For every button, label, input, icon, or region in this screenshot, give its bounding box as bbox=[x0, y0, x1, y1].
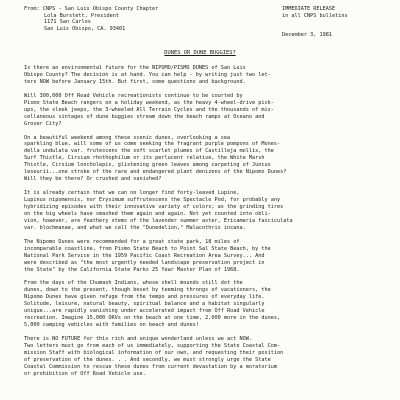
body-line: var. blochmanae, and what we call the "Dunedelion," Malacothrix incana. bbox=[24, 224, 246, 231]
body-line: Will 300,000 Off Road Vehicle recreationists continue to be courted by bbox=[24, 92, 243, 99]
body-line: or prohibition of Off Road Vehicle use. bbox=[24, 370, 146, 377]
body-line: cellaneous vintages of dune buggies stream down the beach ramps at Oceano and bbox=[24, 113, 265, 120]
body-line: ups, the sleek jeeps, the 3-wheeled All Terrain Cycles and the thousands of mis- bbox=[24, 106, 274, 113]
body-line: incomparable coastline, from Pismo State Beach to Point Sal State Beach, by the bbox=[24, 245, 271, 252]
document-date: December 3, 1981 bbox=[282, 32, 332, 38]
blank-line bbox=[24, 183, 376, 190]
body-line: dunes, down to the present, though beset by teeming throngs of vacationers, the bbox=[24, 287, 271, 294]
body-line: Thistle, Cirsium loncholepis, glistening green leaves among carpeting of Juncus bbox=[24, 162, 271, 169]
sender-line: Lola Burstett, President bbox=[44, 12, 119, 19]
body-line: Obispo County? The decision is at hand. You can help - by writing just two let- bbox=[24, 71, 271, 78]
sender-line: 1171 San Carlos bbox=[44, 19, 91, 26]
body-line: sparkling blue, will some of us come seeking the fragrant purple pompons of Mones- bbox=[24, 141, 281, 148]
body-line: Coastal Commission to rescue these dunes from current devastation by a moratorium bbox=[24, 363, 277, 370]
blank-line bbox=[24, 274, 376, 281]
blank-line bbox=[24, 232, 376, 239]
body-line: hybridizing episodes with their innovative variety of colors; as the grinding tires bbox=[24, 204, 284, 210]
body-line: It is already certain that we can no longer find forty-leaved Lupine, bbox=[24, 190, 240, 197]
body-line: on the big wheels have smashed them again and again. Not yet counted into obli- bbox=[24, 210, 271, 217]
body-line: Lupinus nipomensis, nor Erysimum suffrutescens the Spectacle Pod, for probably any bbox=[24, 197, 281, 204]
body-line: the State" by the California State Parks 25 Year Master Plan of 1968. bbox=[24, 266, 240, 273]
body-line: leseurii...one stroke of the rare and endangered plant denizens of the Nipomo Dunes? bbox=[24, 169, 287, 176]
body-line: Grover City? bbox=[24, 120, 62, 127]
body-line: There is NO FUTURE for this rich and unique wonderland unless we act NOW. bbox=[24, 336, 252, 343]
body-line: Solitude, leisure, natural beauty, spiritual balance and a habitat singularly bbox=[24, 301, 265, 308]
body-line: Is there an environmental future for the NIPOMO/PISMO DUNES of San Luis bbox=[24, 65, 246, 71]
body-line: recreation. Imagine 15,000 ORVs on the beach at one time, 2,000 more in the dunes, bbox=[24, 315, 281, 322]
body-line: of preservation of the dunes. . . And secondly, we must strongly urge the State bbox=[24, 356, 271, 363]
body-line: Will they be there? Or crushed and vanished? bbox=[24, 176, 162, 183]
body-line: From the days of the Chumash Indians, whose shell mounds still dot the bbox=[24, 280, 243, 287]
release-line: IMMEDIATE RELEASE bbox=[282, 6, 336, 12]
body-line: vion, however, are feathery stems of the lavender summer aster, Ericameria fasciculata bbox=[24, 217, 293, 224]
body-line: On a beautiful weekend among these scenic dunes, overlooking a sea bbox=[24, 134, 231, 141]
body-line: National Park Service in the 1959 Pacific Coast Recreation Area Survey... And bbox=[24, 252, 265, 259]
blank-line bbox=[24, 329, 376, 336]
body-line: mission Staff with biological information of our own, and requesting their position bbox=[24, 349, 284, 356]
body-line: The Nipomo Dunes were recommended for a great state park, 18 miles of bbox=[24, 238, 240, 245]
body-line: ters NOW before January 15th. But first, some questions and background. bbox=[24, 78, 246, 85]
body-line: unique...are rapidly vanishing under accelerated impact from Off Road Vehicle bbox=[24, 308, 265, 315]
body-line: Pismo State Beach rangers on a holiday weekend, as the heavy 4-wheel-drive pick- bbox=[24, 99, 274, 106]
body-line: della undulata var. frutescens the soft scarlet plumes of Castilleja mollis, the bbox=[24, 148, 274, 155]
document-title: DUNES OR DUNE BUGGIES? bbox=[164, 50, 236, 56]
blank-line bbox=[24, 128, 376, 135]
sender-line: San Luis Obispo, CA. 93401 bbox=[44, 25, 126, 32]
body-line: Two letters must go from each of us immediately, supporting the State Coastal Com- bbox=[24, 343, 281, 349]
blank-line bbox=[24, 86, 376, 93]
sender-line: From: CNPS - San Luis Obispo County Chapter bbox=[24, 6, 159, 12]
body-line: Surf Thistle, Cirsium rhothophilum or its perlucent relative, the White Marsh bbox=[24, 155, 265, 162]
body-line: Nipomo Dunes have given refuge from the tempo and pressures of everyday life. bbox=[24, 294, 265, 301]
body-line: were described as "the most urgently needed landscape preservation project in bbox=[24, 259, 265, 266]
release-line: in all CNPS bulletins bbox=[282, 12, 348, 19]
body-line: 5,000 camping vehicles with families on beach and dunes! bbox=[24, 322, 199, 329]
